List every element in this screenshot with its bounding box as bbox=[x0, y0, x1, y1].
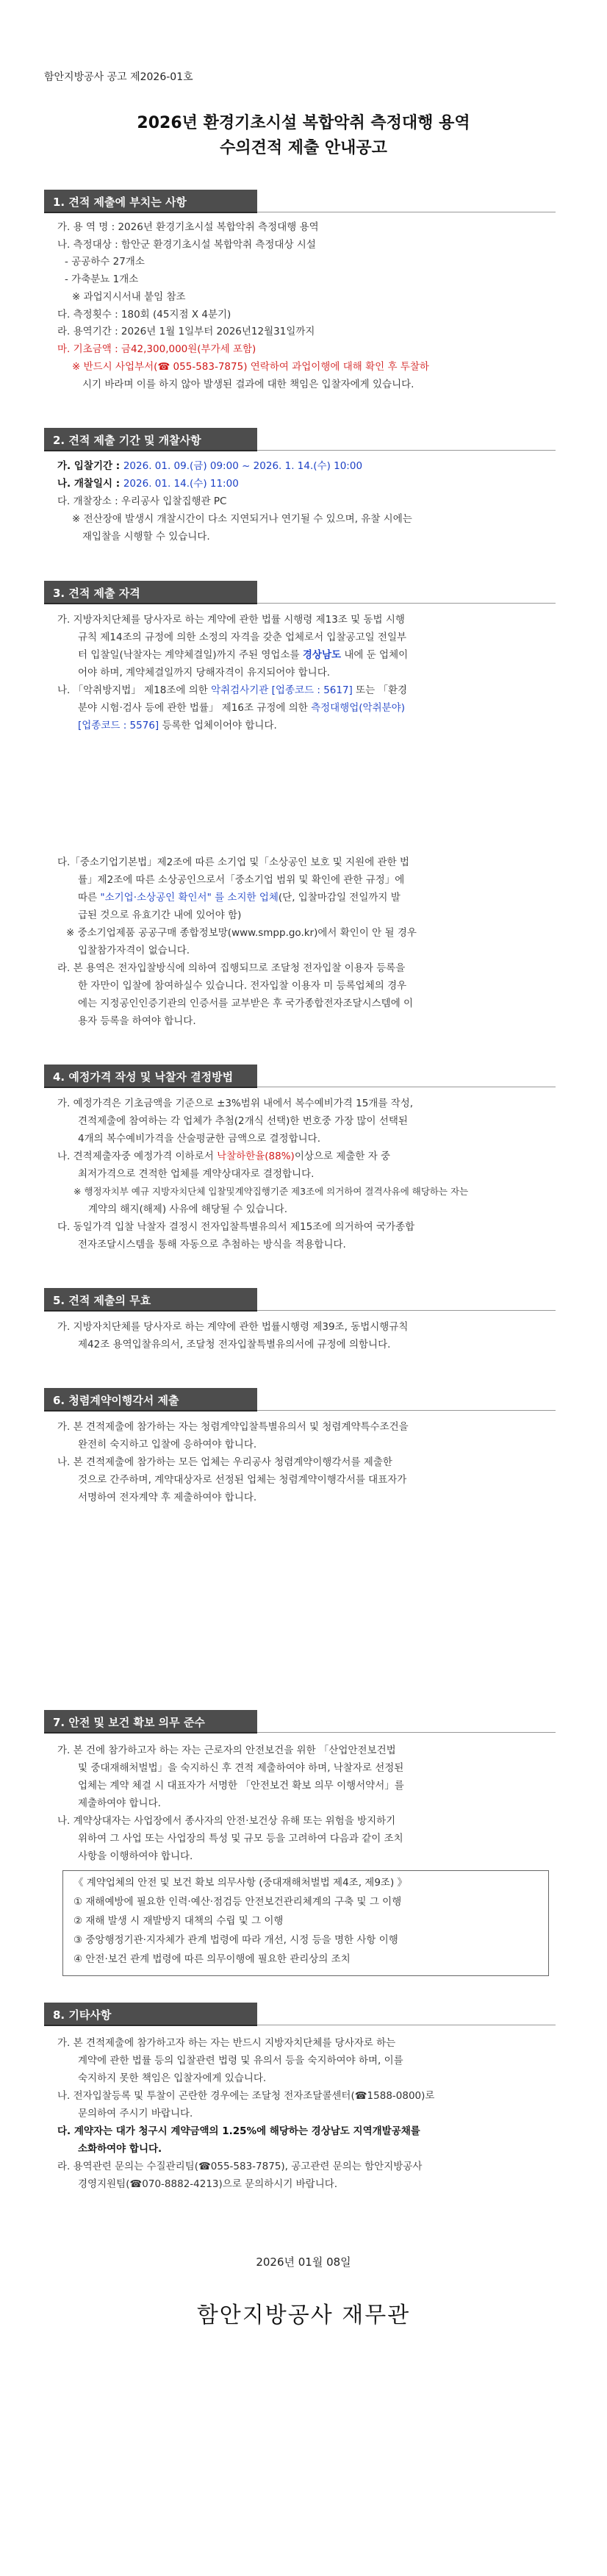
s8-item-c2: 소화하여야 합니다. bbox=[78, 2143, 162, 2155]
s1-note2a: ※ 반드시 사업부서(☎ 055-583-7875) 연락하여 과업이행에 대해 확인 후 투찰하 bbox=[72, 361, 429, 373]
s3-item-d3: 에는 지정공인인증기관의 인증서를 교부받은 후 국가종합전자조달시스템에 이 bbox=[78, 998, 414, 1009]
s3-item-b1: 나. 「악취방지법」 제18조에 의한 악취검사기관 [업종코드 : 5617] 또는 「환경 bbox=[57, 684, 408, 696]
page-title-line1: 2026년 환경기초시설 복합악취 측정대행 용역 bbox=[137, 114, 470, 132]
section-divider bbox=[257, 603, 556, 604]
section-1-heading: 1. 견적 제출에 부치는 사항 bbox=[44, 190, 257, 213]
s8-item-c1: 다. 계약자는 대가 청구시 계약금액의 1.25%에 해당하는 경상남도 지역개발공채를 bbox=[57, 2125, 420, 2137]
s8-item-a2: 계약에 관한 법률 등의 입찰관련 법령 및 유의서 등을 숙지하여야 하며, 이를 bbox=[78, 2055, 403, 2067]
s3-item-c4: 급된 것으로 유효기간 내에 있어야 함) bbox=[78, 909, 242, 921]
section-divider bbox=[257, 1732, 556, 1733]
s7-item-a3: 업체는 계약 체결 시 대표자가 서명한 「안전보건 확보 의무 이행서약서」를 bbox=[78, 1780, 404, 1792]
s4-item-c2: 전자조달시스템을 통해 자동으로 추첨하는 방식을 적용합니다. bbox=[78, 1239, 346, 1251]
s3-item-d1: 라. 본 용역은 전자입찰방식에 의하여 집행되므로 조달청 전자입찰 이용자 등록을 bbox=[57, 962, 406, 974]
section-8-heading: 8. 기타사항 bbox=[44, 2003, 257, 2026]
s7-item-a4: 제출하여야 합니다. bbox=[78, 1797, 161, 1809]
notice-date: 2026년 01월 08일 bbox=[256, 2255, 351, 2269]
s3-item-c3: 따른 "소기업·소상공인 확인서" 를 소지한 업체(단, 입찰마감일 전일까지 발 bbox=[78, 892, 401, 904]
section-divider bbox=[257, 1410, 556, 1411]
obligation-item-2: ② 재해 발생 시 재발방지 대책의 수립 및 그 이행 bbox=[73, 1915, 284, 1927]
obligations-box-title: 《 계약업체의 안전 및 보건 확보 의무사항 (중대재해처벌법 제4조, 제9조) 》 bbox=[73, 1877, 408, 1889]
s2-item-b: 나. 개찰일시 : 2026. 01. 14.(수) 11:00 bbox=[57, 478, 239, 490]
s1-item-b: 나. 측정대상 : 함안군 환경기초시설 복합악취 측정대상 시설 bbox=[57, 239, 316, 251]
s3-item-b2: 분야 시험·검사 등에 관한 법률」 제16조 규정에 의한 측정대행업(악취분야) bbox=[78, 702, 405, 714]
s7-item-a1: 가. 본 건에 참가하고자 하는 자는 근로자의 안전보건을 위한 「산업안전보건법 bbox=[57, 1745, 396, 1756]
obligation-item-3: ③ 중앙행정기관·지자체가 관계 법령에 따라 개선, 시정 등을 명한 사항 이행 bbox=[73, 1934, 398, 1946]
s3-note2: 입찰참가자격이 없습니다. bbox=[78, 945, 190, 956]
section-4-heading: 4. 예정가격 작성 및 낙찰자 결정방법 bbox=[44, 1065, 257, 1088]
s6-item-a1: 가. 본 견적제출에 참가하는 자는 청렴계약입찰특별유의서 및 청렴계약특수조건을 bbox=[57, 1421, 409, 1433]
s1-item-b2: - 가축분뇨 1개소 bbox=[65, 273, 139, 285]
s1-note2b: 시기 바라며 이를 하지 않아 발생된 결과에 대한 책임은 입찰자에게 있습니다. bbox=[82, 379, 414, 390]
s8-item-a1: 가. 본 견적제출에 참가하고자 하는 자는 반드시 지방자치단체를 당사자로 하는 bbox=[57, 2037, 396, 2049]
s6-item-a2: 완전히 숙지하고 입찰에 응하여야 합니다. bbox=[78, 1439, 257, 1450]
s2-item-c: 다. 개찰장소 : 우리공사 입찰집행관 PC bbox=[57, 495, 227, 507]
s1-item-e: 마. 기초금액 : 금42,300,000원(부가세 포함) bbox=[57, 343, 256, 355]
page-title-line2: 수의견적 제출 안내공고 bbox=[220, 139, 387, 157]
s7-item-b1: 나. 계약상대자는 사업장에서 종사자의 안전·보건상 유해 또는 위험을 방지하기 bbox=[57, 1815, 396, 1827]
s2-note-b: 재입찰을 시행할 수 있습니다. bbox=[82, 531, 210, 543]
s4-item-a2: 견적제출에 참여하는 각 업체가 추첨(2개식 선택)한 번호중 가장 많이 선택된 bbox=[78, 1115, 408, 1127]
s3-item-c2: 률」제2조에 따른 소상공인으로서「중소기업 범위 및 확인에 관한 규정」에 bbox=[78, 874, 405, 886]
s8-item-b1: 나. 전자입찰등록 및 투찰이 곤란한 경우에는 조달청 전자조달콜센터(☎1588-0800)로 bbox=[57, 2090, 435, 2102]
section-6-heading: 6. 청렴계약이행각서 제출 bbox=[44, 1388, 257, 1412]
s8-item-a3: 숙지하지 못한 책임은 입찰자에게 있습니다. bbox=[78, 2072, 267, 2084]
section-divider bbox=[257, 450, 556, 451]
s6-item-b1: 나. 본 견적제출에 참가하는 모든 업체는 우리공사 청렴계약이행각서를 제출한 bbox=[57, 1456, 392, 1468]
s4-item-a3: 4개의 복수예비가격을 산술평균한 금액으로 결정합니다. bbox=[78, 1133, 320, 1145]
s5-item-a1: 가. 지방자치단체를 당사자로 하는 계약에 관한 법률시행령 제39조, 동법시행규칙 bbox=[57, 1321, 409, 1333]
s1-item-c: 다. 측정횟수 : 180회 (45지점 X 4분기) bbox=[57, 309, 231, 321]
s7-item-b3: 사항을 이행하여야 합니다. bbox=[78, 1850, 193, 1862]
s3-item-a4: 어야 하며, 계약체결일까지 당해자격이 유지되어야 합니다. bbox=[78, 667, 331, 679]
s3-item-d4: 용자 등록을 하여야 합니다. bbox=[78, 1015, 196, 1027]
s4-note2: 계약의 해지(해제) 사유에 해당될 수 있습니다. bbox=[88, 1203, 288, 1215]
s8-item-d2: 경영지원팀(☎070-8882-4213)으로 문의하시기 바랍니다. bbox=[78, 2178, 338, 2190]
s1-item-d: 라. 용역기간 : 2026년 1월 1일부터 2026년12월31일까지 bbox=[57, 326, 315, 337]
section-2-heading: 2. 견적 제출 기간 및 개찰사항 bbox=[44, 428, 257, 451]
section-divider bbox=[257, 1310, 556, 1311]
s5-item-a2: 제42조 용역입찰유의서, 조달청 전자입찰특별유의서에 규정에 의함니다. bbox=[78, 1339, 391, 1350]
s7-item-a2: 및 중대재해처벌법」을 숙지하신 후 견적 제출하여야 하며, 낙찰자로 선정된 bbox=[78, 1762, 404, 1774]
s3-item-a1: 가. 지방자치단체를 당사자로 하는 계약에 관한 법률 시행령 제13조 및 동법 시행 bbox=[57, 614, 405, 626]
s1-item-a: 가. 용 역 명 : 2026년 환경기초시설 복합악취 측정대행 용역 bbox=[57, 221, 319, 233]
s4-item-b2: 최저가격으로 견적한 업체를 계약상대자로 결정합니다. bbox=[78, 1168, 315, 1180]
s4-note1: ※ 행정자치부 예규 지방자치단체 입찰및계약집행기준 제3조에 의거하여 결격사유에 해당하는 자는 bbox=[73, 1186, 469, 1197]
s3-item-a2: 규칙 제14조의 규정에 의한 소정의 자격을 갖춘 업체로서 입찰공고일 전일부 bbox=[78, 632, 407, 643]
s6-item-b2: 것으로 간주하며, 계약대상자로 선정된 업체는 청렴계약이행각서를 대표자가 bbox=[78, 1474, 407, 1486]
s1-item-b1: - 공공하수 27개소 bbox=[65, 256, 145, 268]
s3-item-c1: 다.「중소기업기본법」제2조에 따른 소기업 및「소상공인 보호 및 지원에 관한 법 bbox=[57, 856, 409, 868]
s3-item-d2: 한 자만이 입찰에 참여하실수 있습니다. 전자입찰 이용자 미 등록업체의 경우 bbox=[78, 980, 407, 992]
section-5-heading: 5. 견적 제출의 무효 bbox=[44, 1288, 257, 1312]
obligation-item-4: ④ 안전·보건 관계 법령에 따른 의무이행에 필요한 관리상의 조치 bbox=[73, 1953, 351, 1965]
section-3-heading: 3. 견적 제출 자격 bbox=[44, 581, 257, 604]
notice-number: 함안지방공사 공고 제2026-01호 bbox=[44, 71, 193, 83]
issuer-signature: 함안지방공사 재무관 bbox=[196, 2303, 411, 2328]
s7-item-b2: 위하여 그 사업 또는 사업장의 특성 및 규모 등을 고려하여 다음과 같이 조치 bbox=[78, 1833, 403, 1845]
s3-item-a3: 터 입찰일(낙찰자는 계약체결일)까지 주된 영업소를 경상남도 내에 둔 업체이 bbox=[78, 649, 409, 661]
s2-item-a: 가. 입찰기간 : 2026. 01. 09.(금) 09:00 ~ 2026. 1. 14.(수) 10:00 bbox=[57, 460, 363, 472]
s2-note-a: ※ 전산장애 발생시 개찰시간이 다소 지연되거나 연기될 수 있으며, 유찰 시에는 bbox=[72, 513, 412, 525]
s4-item-a1: 가. 예정가격은 기초금액을 기준으로 ±3%범위 내에서 복수예비가격 15개를 작성, bbox=[57, 1098, 414, 1109]
s8-item-d1: 라. 용역관련 문의는 수질관리팀(☎055-583-7875), 공고관련 문의는 함안지방공사 bbox=[57, 2161, 423, 2172]
s3-note1: ※ 중소기업제품 공공구매 종합정보망(www.smpp.go.kr)에서 확인이 안 될 경우 bbox=[66, 927, 417, 939]
s1-note1: ※ 과업지시서내 붙임 참조 bbox=[72, 291, 186, 303]
s4-item-b1: 나. 견적제출자중 예정가격 이하로서 낙찰하한율(88%)이상으로 제출한 자 중 bbox=[57, 1151, 391, 1162]
s6-item-b3: 서명하여 전자계약 후 제출하여야 합니다. bbox=[78, 1492, 257, 1503]
s3-item-b3: [업종코드 : 5576] 등록한 업체이어야 합니다. bbox=[78, 720, 277, 731]
section-7-heading: 7. 안전 및 보건 확보 의무 준수 bbox=[44, 1710, 257, 1734]
obligation-item-1: ① 재해예방에 필요한 인력·예산·점검등 안전보건관리체계의 구축 및 그 이행 bbox=[73, 1896, 402, 1908]
s4-item-c1: 다. 동일가격 입찰 낙찰자 결정시 전자입찰특별유의서 제15조에 의거하여 국가종합 bbox=[57, 1221, 415, 1233]
s8-item-b2: 문의하여 주시기 바랍니다. bbox=[78, 2108, 193, 2119]
